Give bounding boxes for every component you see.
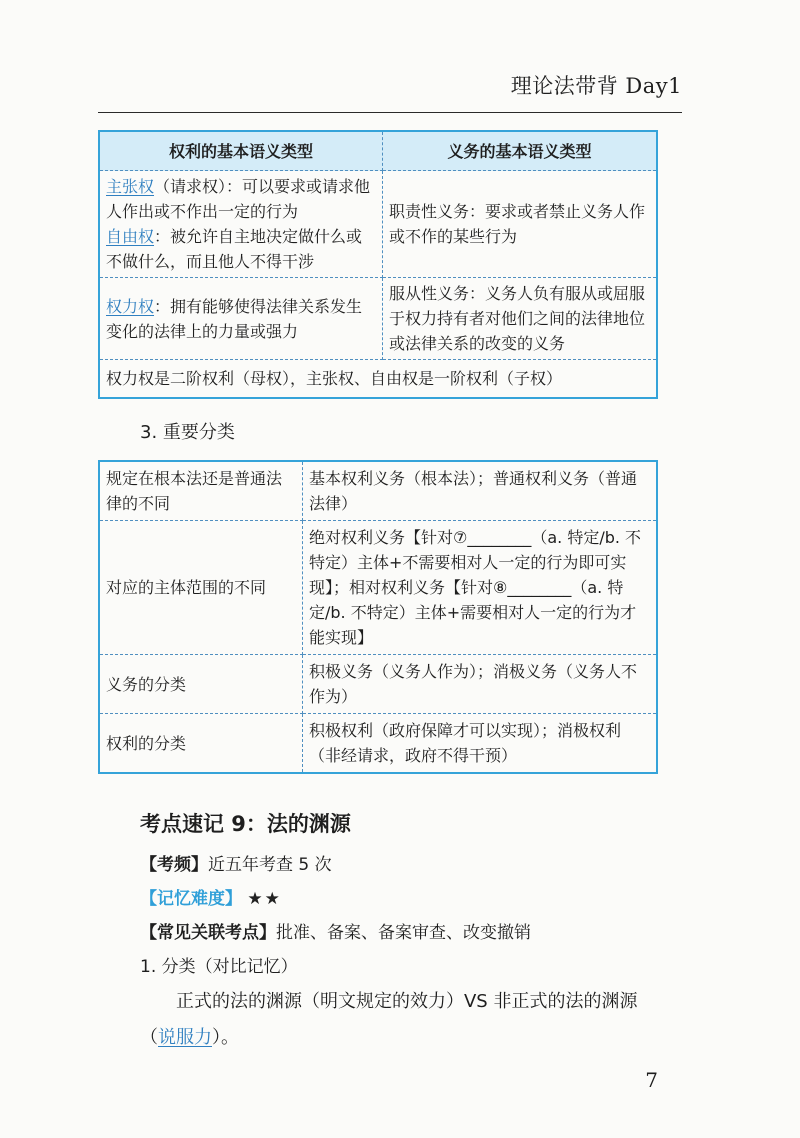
frequency-value: 近五年考查 5 次 [208,855,332,875]
term-liberty-right: 自由权 [106,227,155,246]
frequency-label: 【考频】 [140,855,208,875]
table1-summary: 权力权是二阶权利（母权），主张权、自由权是一阶权利（子权） [106,369,563,388]
rights-cell-power [99,278,383,360]
claim-right-text: （请求权）：可以要求或请求他人作出或不作出一定的行为 [106,177,371,221]
col-header-duties: 义务的基本语义类型 [383,131,658,171]
table-row [99,521,657,655]
related-label: 【常见关联考点】 [140,923,276,943]
classification-value: 绝对权利义务【针对⑦________（a. 特定/b. 不特定）主体+不需要相对人一定的行为即可实现】；相对权利义务【针对⑧________（a. 特定/b. 不特定）主体+需要相对人一定的行为才能实现】 [303,521,658,655]
sources-text: 正式的法的渊源（明文规定的效力）VS 非正式的法的渊源（ [140,991,638,1048]
classification-key: 义务的分类 [99,655,303,714]
header-divider [98,112,682,113]
classification-value: 积极义务（义务人作为）；消极义务（义务人不作为） [303,655,658,714]
subheading-classification: 1. 分类（对比记忆） [140,957,298,977]
related-value: 批准、备案、备案审查、改变撤销 [276,923,531,943]
table-row [99,714,657,774]
power-right-text: ：拥有能够使得法律关系发生变化的法律上的力量或强力 [106,296,363,341]
rights-cell-claim-liberty [99,171,383,278]
liberty-right-text: ：被允许自主地决定做什么或不做什么，而且他人不得干涉 [106,227,363,271]
table-row [99,655,657,714]
classification-key: 对应的主体范围的不同 [99,521,303,655]
duty-cell-responsibility: 职责性义务：要求或者禁止义务人作或不作的某些行为 [383,171,658,278]
term-claim-right: 主张权 [106,177,155,196]
sources-paragraph [140,984,660,1056]
section-heading: 3. 重要分类 [140,422,235,443]
classification-value: 基本权利义务（根本法）；普通权利义务（普通法律） [303,461,658,521]
related-line [140,918,531,943]
difficulty-label: 【记忆难度】 [140,889,242,909]
col-header-rights: 权利的基本语义类型 [99,131,383,171]
classification-key: 规定在根本法还是普通法律的不同 [99,461,303,521]
classification-key: 权利的分类 [99,714,303,774]
running-header-title: 理论法带背 Day1 [510,74,682,98]
rights-duties-semantic-table [98,130,658,399]
difficulty-stars: ★★ [247,889,282,909]
term-persuasive: 说服力 [158,1027,212,1048]
frequency-line [140,850,332,875]
classification-table [98,460,658,774]
duty-cell-obedience: 服从性义务：义务人负有服从或屈服于权力持有者对他们之间的法律地位或法律关系的改变的义务 [383,278,658,360]
sources-end: ）。 [212,1027,239,1048]
difficulty-line [140,884,282,909]
classification-value: 积极权利（政府保障才可以实现）；消极权利（非经请求，政府不得干预） [309,721,622,765]
term-power-right: 权力权 [106,296,155,316]
table-row [99,461,657,521]
kaodian-title: 考点速记 9：法的渊源 [140,812,351,836]
page-number: 7 [645,1068,658,1092]
